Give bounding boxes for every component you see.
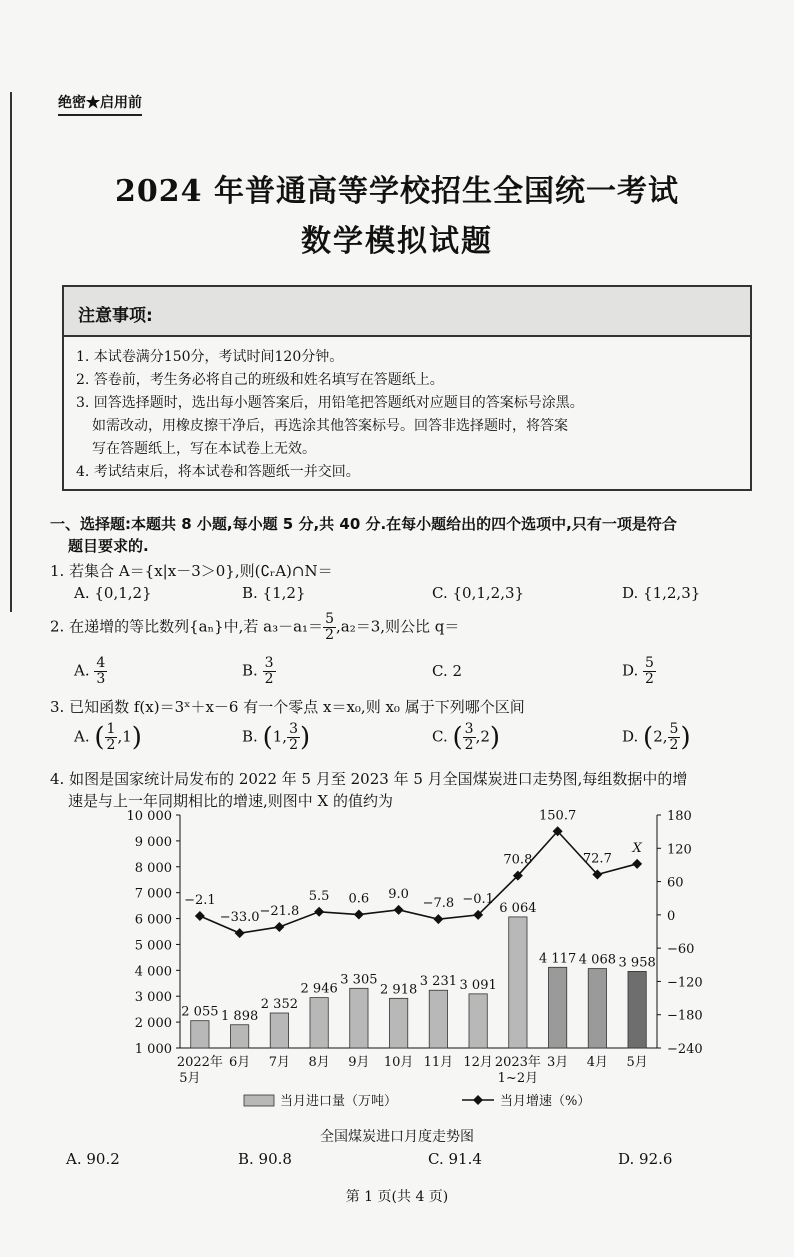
legend-bar-label: 当月进口量（万吨）: [280, 1094, 398, 1109]
frac-den: 2: [289, 737, 298, 753]
q1-option-b[interactable]: B. {1,2}: [242, 584, 306, 602]
frac-den: 2: [264, 671, 274, 687]
right-tick-label: 120: [667, 842, 692, 858]
left-tick-label: 1 000: [134, 1042, 172, 1057]
growth-value-label: X: [632, 840, 642, 856]
growth-value-label: 9.0: [388, 886, 409, 902]
x-tick-label: 4月: [586, 1055, 609, 1070]
notice-heading: 注意事项:: [78, 306, 153, 326]
x-tick-label: 1~2月: [497, 1071, 539, 1086]
frac-num: 5: [645, 655, 654, 671]
growth-value-label: −2.1: [184, 893, 216, 909]
notice-line: 2. 答卷前，考生务必将自己的班级和姓名填写在答题纸上。: [76, 372, 444, 388]
growth-point: [195, 911, 205, 921]
page-number: 第 1 页(共 4 页): [345, 1189, 449, 1205]
x-tick-label: 9月: [348, 1055, 370, 1070]
growth-value-label: −33.0: [219, 910, 260, 926]
bar: [509, 917, 527, 1048]
left-tick-label: 7 000: [134, 886, 172, 902]
option-fraction: [643, 656, 656, 687]
notice-line: 写在答题纸上，写在本试卷上无效。: [92, 441, 316, 457]
bar: [389, 998, 407, 1048]
x-tick-label: 3月: [546, 1055, 569, 1070]
interval-end: 1: [122, 727, 132, 746]
option-fraction: [287, 722, 300, 753]
bar: [588, 969, 606, 1048]
right-tick-label: 180: [667, 809, 692, 824]
q1-option-a[interactable]: A. {0,1,2}: [74, 584, 152, 602]
left-tick-label: 6 000: [134, 912, 172, 928]
bar-value-label: 3 305: [340, 972, 378, 988]
x-tick-label: 2023年: [494, 1055, 541, 1070]
question-3-stem: 3. 已知函数 f(x)＝3ˣ＋x－6 有一个零点 x＝x₀,则 x₀ 属于下列哪个区间: [50, 698, 525, 716]
q3-option-a[interactable]: A. ( $\frac{1}{2}$ ,1): [74, 721, 142, 753]
section-heading-line: 一、选择题:本题共 8 小题,每小题 5 分,共 40 分.在每小题给出的四个选项中,只有一项是符合: [50, 515, 677, 533]
paren-left: (: [643, 722, 654, 753]
bar: [191, 1021, 209, 1048]
q2-option-b[interactable]: [242, 656, 276, 687]
right-tick-label: −120: [667, 975, 703, 991]
frac-num: 3: [264, 655, 274, 671]
interval-start: 1: [272, 727, 283, 746]
bar: [270, 1013, 288, 1048]
x-tick-label: 5月: [179, 1071, 201, 1086]
q4-option-c[interactable]: C. 91.4: [428, 1150, 482, 1168]
bar: [429, 990, 447, 1048]
chart-title: 全国煤炭进口月度走势图: [320, 1129, 474, 1145]
left-tick-label: 5 000: [134, 938, 172, 954]
bar-value-label: 2 055: [181, 1004, 219, 1020]
x-tick-label: 11月: [423, 1055, 454, 1070]
growth-point: [354, 910, 364, 920]
option-label: B.: [242, 661, 258, 680]
bar-value-label: 4 068: [578, 952, 616, 968]
exam-title: 2024 年普通高等学校招生全国统一考试: [115, 174, 679, 209]
notice-line: 1. 本试卷满分150分，考试时间120分钟。: [76, 349, 344, 365]
q3-option-b[interactable]: B. (1, $\frac{3}{2}$ ): [242, 721, 311, 753]
frac-den: 2: [645, 671, 654, 687]
x-tick-label: 7月: [268, 1055, 291, 1070]
frac-num: 5: [669, 721, 679, 737]
exam-subtitle: 数学模拟试题: [301, 224, 493, 259]
bar-value-label: 6 064: [499, 900, 537, 916]
q2-stem-part: 2. 在递增的等比数列{aₙ}中,若 a₃－a₁＝: [50, 617, 324, 636]
question-4-stem-line1: 4. 如图是国家统计局发布的 2022 年 5 月至 2023 年 5 月全国煤炭进口走势图,每组数据中的增: [50, 770, 688, 788]
frac-den: 2: [325, 627, 334, 643]
bar: [230, 1025, 248, 1048]
bar-value-label: 2 918: [380, 982, 418, 998]
bar-value-label: 2 946: [300, 981, 338, 997]
q4-option-a[interactable]: A. 90.2: [66, 1150, 120, 1168]
option-fraction: [263, 656, 276, 687]
notice-line: 如需改动，用橡皮擦干净后，再选涂其他答案标号。回答非选择题时，将答案: [92, 418, 568, 434]
growth-value-label: −7.8: [422, 896, 455, 912]
left-tick-label: 4 000: [134, 964, 172, 980]
bar-value-label: 2 352: [260, 996, 298, 1012]
q4-option-d[interactable]: D. 92.6: [618, 1150, 673, 1168]
question-4-stem-line2: 速是与上一年同期相比的增速,则图中 X 的值约为: [68, 792, 393, 810]
frac-den: 2: [669, 737, 679, 753]
option-label: A.: [74, 661, 90, 680]
left-tick-label: 8 000: [134, 860, 172, 876]
right-tick-label: −240: [667, 1042, 703, 1057]
option-label: B.: [242, 727, 258, 746]
question-2-stem: [50, 612, 459, 643]
paren-left: (: [452, 722, 463, 753]
growth-value-label: 72.7: [582, 851, 612, 867]
section-heading: [50, 513, 677, 557]
option-fraction: [668, 722, 681, 753]
bar: [350, 988, 368, 1048]
paren-left: (: [262, 722, 273, 753]
right-tick-label: 60: [667, 875, 684, 891]
growth-point: [235, 928, 245, 938]
right-tick-label: −60: [667, 942, 695, 958]
growth-point: [433, 914, 443, 924]
x-tick-label: 12月: [463, 1055, 493, 1070]
growth-point: [632, 859, 642, 869]
legend-bar-swatch: [244, 1095, 274, 1106]
section-heading-line: 题目要求的.: [68, 537, 149, 555]
q4-option-b[interactable]: B. 90.8: [238, 1150, 292, 1168]
paren-left: (: [94, 722, 105, 753]
left-tick-label: 10 000: [126, 809, 172, 824]
frac-den: 2: [464, 737, 474, 753]
q3-option-c[interactable]: C. ( $\frac{3}{2}$ ,2): [432, 721, 501, 753]
option-label: D.: [622, 727, 639, 746]
bar: [469, 994, 487, 1048]
option-label: C.: [432, 727, 448, 746]
frac-num: 3: [464, 721, 474, 737]
notice-line: 3. 回答选择题时，选出每小题答案后，用铅笔把答题纸对应题目的答案标号涂黑。: [76, 395, 584, 411]
bar: [310, 998, 328, 1048]
bar: [628, 971, 646, 1048]
notice-header: [64, 287, 750, 337]
growth-point: [394, 905, 404, 915]
coal-import-chart: [0, 800, 794, 1130]
q2-option-a[interactable]: [74, 656, 107, 687]
growth-point: [314, 907, 324, 917]
q1-option-c[interactable]: C. {0,1,2,3}: [432, 584, 525, 602]
paren-right: ): [680, 722, 691, 753]
frac-den: 3: [96, 671, 106, 687]
growth-point: [274, 922, 284, 932]
option-fraction: [463, 722, 476, 753]
frac-den: 2: [106, 737, 116, 753]
growth-value-label: 5.5: [308, 888, 330, 904]
frac-num: 5: [325, 611, 334, 627]
bar-value-label: 4 117: [539, 951, 577, 967]
option-label: A.: [74, 727, 90, 746]
paren-right: ): [299, 722, 311, 753]
paren-right: ): [489, 722, 501, 753]
option-fraction: [94, 656, 107, 687]
growth-value-label: −21.8: [259, 903, 300, 919]
option-fraction: [105, 722, 118, 753]
legend-line-label: 当月增速（%）: [500, 1094, 591, 1109]
x-tick-label: 2022年: [176, 1055, 223, 1070]
q1-option-d[interactable]: D. {1,2,3}: [622, 584, 701, 602]
growth-value-label: 150.7: [539, 808, 577, 824]
paren-right: ): [131, 722, 142, 753]
bar-value-label: 1 898: [221, 1008, 259, 1024]
q2-stem-part: ,a₂＝3,则公比 q＝: [335, 617, 460, 636]
growth-value-label: −0.1: [462, 891, 494, 907]
q3-option-d[interactable]: D. (2, $\frac{5}{2}$ ): [622, 721, 691, 753]
notice-line: 4. 考试结束后，将本试卷和答题纸一并交回。: [76, 464, 360, 480]
confidential-label: 绝密★启用前: [58, 92, 142, 116]
bar-value-label: 3 231: [419, 974, 457, 990]
interval-end: 2: [480, 727, 490, 746]
frac-num: 4: [96, 655, 106, 671]
right-tick-label: −180: [667, 1008, 703, 1024]
left-tick-label: 9 000: [134, 834, 172, 850]
q2-option-d[interactable]: [622, 656, 656, 687]
left-tick-label: 2 000: [134, 1016, 172, 1032]
x-tick-label: 6月: [228, 1055, 251, 1070]
growth-value-label: 70.8: [503, 852, 533, 868]
q2-option-c[interactable]: C. 2: [432, 662, 463, 680]
option-label: D.: [622, 661, 639, 680]
interval-start: 2: [653, 727, 663, 746]
question-1-stem: 1. 若集合 A＝{x|x－3＞0},则(∁ᵣA)∩N＝: [50, 562, 333, 580]
left-tick-label: 3 000: [134, 990, 172, 1006]
right-tick-label: 0: [667, 908, 676, 924]
q2-stem-fraction: [323, 612, 336, 643]
x-tick-label: 10月: [383, 1055, 414, 1070]
x-tick-label: 8月: [308, 1055, 330, 1070]
frac-num: 1: [106, 721, 116, 737]
frac-num: 3: [289, 721, 298, 737]
legend-line-marker: [473, 1095, 483, 1105]
x-tick-label: 5月: [626, 1055, 648, 1070]
bar: [548, 967, 566, 1048]
notice-box: [62, 285, 752, 491]
growth-value-label: 0.6: [348, 891, 370, 907]
bar-value-label: 3 958: [618, 955, 656, 971]
bar-value-label: 3 091: [459, 977, 497, 993]
